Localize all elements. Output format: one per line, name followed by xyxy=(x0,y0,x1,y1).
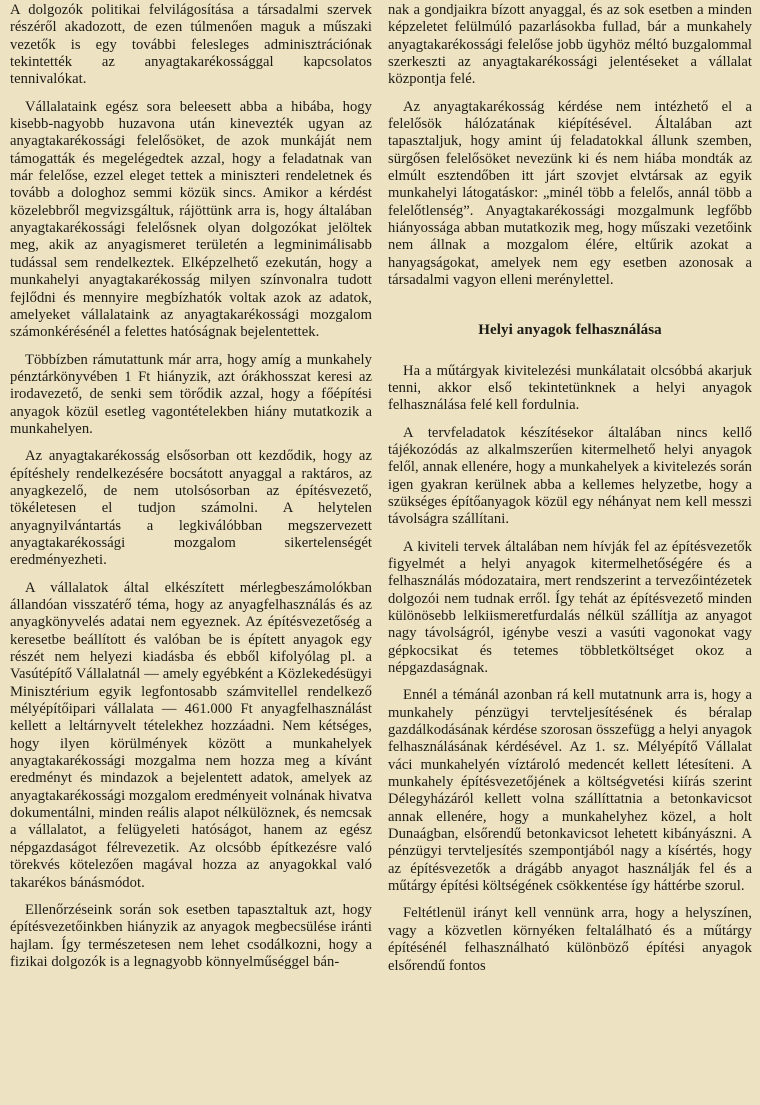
right-column xyxy=(388,2,752,1105)
paragraph: Vállalataink egész sora beleesett abba a hibába, hogy kisebb-nagyobb huzavona után kinevezték ugyan az anyagtakarékossági felelősöket, de azok munkáját nem támogatták és megelégedtek azzal, hogy a feladatnak van már felelőse, ezzel eleget tettek a miniszteri rendeletnek és tovább a dologhoz semmi közük sincs. Amikor a kérdést közelebbről megvizsgáltuk, rájöttünk arra is, hogy általában anyagtakarékossági felelősnek olyan dolgozókat jelöltek meg, akik az anyagismeret területén a legminimálisabb tudással sem rendelkeztek. Elképzelhető ezekután, hogy a munkahelyi anyagtakarékosság milyen színvonalra tudott fejlődni és mennyire megbízhatók voltak azok az adatok, amelyeket vállalataink az anyagtakarékossági mozgalom számonkérésénél a felettes hatóságnak bejelentettek. xyxy=(10,98,372,341)
left-column xyxy=(10,2,372,1105)
paragraph: Az anyagtakarékosság elsősorban ott kezdődik, hogy az építéshely rendelkezésére bocsátott anyaggal a raktáros, az anyagkezelő, de nem utolsósorban az építésvezető, tökéletesen el tudjon számolni. A helytelen anyagnyilvántartás a legkiválóbban megszervezett anyagtakarékossági mozgalom sikertelenségét eredményezheti. xyxy=(10,448,372,569)
paragraph: nak a gondjaikra bízott anyaggal, és az sok esetben a minden képzeletet felülmúló pazarlásokba fullad, bár a munkahely anyagtakarékossági felelőse jobb ügyhöz méltó buzgalommal szerkeszti az anyagtakarékossági jelentéseket a vállalat központja felé. xyxy=(388,2,752,88)
paragraph: Feltétlenül irányt kell vennünk arra, hogy a helyszínen, vagy a közvetlen környéken feltalálható és a műtárgy építésénél felhasználható különböző építési anyagok elsőrendű fontos xyxy=(388,905,752,974)
paragraph: A tervfeladatok készítésekor általában nincs kellő tájékozódás az alkalmszerűen kitermelhető helyi anyagok felől, annak ellenére, hogy a munkahelyek a kivitelezés során igen gyakran kerülnek abba a kellemes helyzetbe, hogy a szükséges építőanyagok közül egy néhányat nem kell messzi távolságra szállítani. xyxy=(388,424,752,528)
paragraph: Ellenőrzéseink során sok esetben tapasztaltuk azt, hogy építésvezetőinkben hiányzik az anyagok megbecsülése iránti hajlam. Így természetesen nem lehet csodálkozni, hogy a fizikai dolgozók is a legnagyobb könnyelműséggel bán- xyxy=(10,901,372,970)
paragraph: Az anyagtakarékosság kérdése nem intézhető el a felelősök hálózatának kiépítésével. Általában azt tapasztaljuk, hogy amint új feladatokkal állunk szemben, sürgősen felelősöket nevezünk ki és nem hiába mondták az elmúlt esztendőben itt járt szovjet elvtársak az egyik munkahelyi látogatáskor: „minél több a felelős, annál több a felelőtlenség”. Anyagtakarékossági mozgalmunk legfőbb hiányossága abban mutatkozik meg, hogy műszaki vezetőink nem állnak a mozgalom élére, eltűrik azokat a hanyagságokat, amelyek nem egy esetben azonosak a társadalmi vagyon elleni merénylettel. xyxy=(388,98,752,289)
paragraph: A dolgozók politikai felvilágosítása a társadalmi szervek részéről akadozott, de ezen túlmenően maguk a műszaki vezetők is egy további felesleges adminisztrációnak tekintették az anyagtakarékossággal kapcsolatos tennivalókat. xyxy=(10,2,372,88)
section-heading: Helyi anyagok felhasználása xyxy=(478,321,662,338)
paragraph: Ha a műtárgyak kivitelezési munkálatait olcsóbbá akarjuk tenni, akkor első tekintetünknek a helyi anyagok felhasználása felé kell fordulnia. xyxy=(388,362,752,414)
paragraph: A kiviteli tervek általában nem hívják fel az építésvezetők figyelmét a helyi anyagok kitermelhetőségére és a felhasználás módozataira, mert rendszerint a tervezőintézetek dolgozói nem tudnak erről. Így tehát az építésvezető minden különösebb lelkiismeretfurdalás nélkül szállítja az anyagot nagy távolságról, igénybe veszi a vasúti vagonokat vagy gépkocsikat és tetemes többletköltséget okoz a népgazdaságnak. xyxy=(388,538,752,676)
paragraph: A vállalatok által elkészített mérlegbeszámolókban állandóan visszatérő téma, hogy az anyagfelhasználás és az anyagkönyvelés adatai nem egyeznek. Az építésvezetőség a keresetbe beállított és valóban be is épített anyagok egy részét nem helyezi kiadásba és ebből kifolyólag pl. a Vasútépítő Vállalatnál — amely egyébként a Közlekedésügyi Minisztérium egyik legfontosabb számvitellel rendelkező mélyépítőipari vállalata — 461.000 Ft anyagfelhasználást kellett a leltárnyvelt tételekhez hozzáadni. Nem kétséges, hogy ilyen körülmények között a munkahelyek anyagtakarékossági mozgalma nem hozza meg a kívánt eredményt és mindazok a bejelentett adatok, amelyek az anyagtakarékossági mozgalom eredményeit volnának hivatva dokumentálni, minden reális alapot nélkülöznek, és nemcsak a vállalatot, a felügyeleti hatóságot, hanem az egész népgazdaságot félrevezetik. Az olcsóbb építkezésre való törekvés kötelezően magával hozza az anyagokkal való takarékos bánásmódot. xyxy=(10,579,372,891)
paragraph: Többízben rámutattunk már arra, hogy amíg a munkahely pénztárkönyvében 1 Ft hiányzik, azt órákhosszat keresi az irodavezető, de senki sem törődik azzal, hogy a főépítési anyagok közül esetleg vagontételekben hiány mutatkozik a munkahelyen. xyxy=(10,351,372,437)
paragraph: Ennél a témánál azonban rá kell mutatnunk arra is, hogy a munkahely pénzügyi tervteljesítésének és béralap gazdálkodásának kérdése szorosan összefügg a helyi anyagok felhasználásának kérdésével. Az 1. sz. Mélyépítő Vállalat váci munkahelyén víztároló medencét kellett létesíteni. A munkahely építésvezetőjének a költségvetési kiírás szerint Délegyházáról kellett volna szállíttatnia a betonkavicsot annak ellenére, hogy a munkahelyhez közel, a holt Dunaágban, elsőrendű betonkavicsot lehetett kibányászni. A pénzügyi tervteljesítés szempontjából nagy a kísértés, hogy az építésvezetők a drágább anyagot használják fel és a műtárgy építési költségének csökkentése így háttérbe szorul. xyxy=(388,687,752,895)
